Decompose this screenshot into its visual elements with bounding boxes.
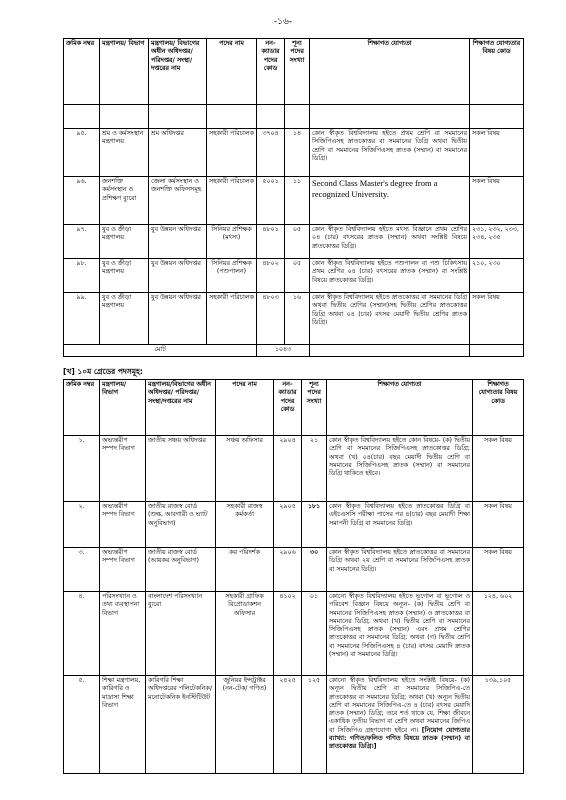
cell-post: সহকারী রাজস্ব কর্মকর্তা bbox=[216, 502, 274, 548]
cell-ministry: জনশক্তি কর্মসংস্থান ও প্রশিক্ষণ ব্যুরো bbox=[100, 177, 149, 225]
cell-post: সহকারী পরিচালক bbox=[207, 129, 257, 177]
cell-sl: ৪. bbox=[64, 592, 100, 676]
cell-code: ৪৮০১ bbox=[257, 225, 285, 259]
cell-subject-code: সকল বিষয় bbox=[473, 502, 524, 548]
cell-sl: ২. bbox=[64, 502, 100, 548]
table-row bbox=[64, 177, 524, 225]
qualification-text: কোনো স্বীকৃত বিশ্ববিদ্যালয় হইতে সংশ্লিষ্ট বিষয়ে- (ক) অন্যূন দ্বিতীয় শ্রেণি বা সমমানের সিজিপিএ-তে স্নাতকোত্তর বা সমমানের ডিগ্রি; অথবা (খ) অন্যূন দ্বিতীয় শ্রেণি বা সমমানের সিজিপিএ-তে ৪ (চার) বৎসর মেয়াদি স্নাতক (সম্মান) ডিগ্রি; তবে শর্ত থাকে যে, শিক্ষা জীবনে একাধিক তৃতীয় বিভাগ বা শ্রেণি অথবা সমমানের জিপিএ বা সিজিপিএ গ্রহণযোগ্য হইবে না। bbox=[329, 677, 470, 734]
cell-ministry: শ্রম ও কর্মসংস্থান মন্ত্রণালয় bbox=[100, 129, 149, 177]
cell-vacancy: ১২৫ bbox=[302, 676, 327, 774]
cell-qualification: কোন স্বীকৃত বিশ্ববিদ্যালয় হইতে স্নাতকোত্তর বা সমমানের ডিগ্রি অথবা দ্বিতীয় শ্রেণির (সম্মান)সহ দ্বিতীয় শ্রেণির স্নাতকোত্তর ডিগ্রি অথবা ০৪ (চার) বৎসর মেয়াদী দ্বিতীয় শ্রেণির স্নাতক ডিগ্রি। bbox=[310, 293, 470, 345]
total-row bbox=[64, 345, 524, 357]
cell-qualification: কোন স্বীকৃত বিশ্ববিদ্যালয় হইতে পশুপালন বা পশু চিকিৎসায় প্রথম শ্রেণির ০৪ (চার) বৎসরের স্নাতক (সম্মান) বা সংশ্লিষ্ট বিষয়ে স্নাতকোত্তর ডিগ্রি। bbox=[310, 259, 470, 293]
cell-sl: ৯৫. bbox=[64, 129, 100, 177]
header-dept: মন্ত্রণালয়/বিভাগের অধীন অধিদপ্তর/ পরিদপ্তর/ সংস্থা/দপ্তরের নাম bbox=[146, 380, 216, 436]
section-title: [খ] ১০ম গ্রেডের পদসমূহ: bbox=[63, 367, 143, 376]
cell-post: সিনিয়র প্রশিক্ষক (পশুপালন) bbox=[207, 259, 257, 293]
cell-post: সঞ্চয় অফিসার bbox=[216, 436, 274, 502]
cell-vacancy: ০৫ bbox=[285, 225, 310, 259]
cell-subject-code: ২১০, ২৩০ bbox=[470, 259, 524, 293]
cell-sl: ৯৯. bbox=[64, 293, 100, 345]
cell-post: জুনিয়র ইন্সট্রাক্টর (নন-টেক/ গণিত) bbox=[216, 676, 274, 774]
cell-sl: ৯৮. bbox=[64, 259, 100, 293]
cell-ministry: অভ্যন্তরীণ সম্পদ বিভাগ bbox=[100, 436, 146, 502]
header-sl: ক্রমিক নম্বর bbox=[64, 380, 100, 436]
header-ministry: মন্ত্রণালয়/ বিভাগ bbox=[100, 39, 149, 105]
cell-vacancy: ২১ bbox=[302, 436, 327, 502]
cell-subject-code: সকল বিষয় bbox=[470, 293, 524, 345]
table-row bbox=[64, 259, 524, 293]
header-subject-code: শিক্ষাগত যোগ্যতার বিষয় কোড bbox=[470, 39, 524, 105]
cell-code: ২৪২৫ bbox=[274, 676, 302, 774]
cell-qualification: Second Class Master's degree from a recognized University. bbox=[310, 177, 470, 225]
total-label: মোট bbox=[64, 345, 257, 357]
cell-qualification: কোন স্বীকৃত বিশ্ববিদ্যালয় হইতে প্রথম শ্রেণি বা সমমানের সিজিপিএসহ স্নাতকোত্তর বা সমমানের ডিগ্রি অথবা দ্বিতীয় শ্রেণি বা সমমানের সিজিপিএসহ স্নাতক (সম্মান) বা সমমানের ডিগ্রি। bbox=[310, 129, 470, 177]
cell-dept: শ্রম অধিদপ্তর bbox=[149, 129, 207, 177]
table-row bbox=[64, 676, 524, 774]
header-code: নন-ক্যাডার পদের কোড bbox=[274, 380, 302, 436]
table-header-row bbox=[64, 380, 524, 436]
cell-vacancy: ১৬ bbox=[285, 293, 310, 345]
cell-qualification: কোন স্বীকৃত বিশ্ববিদ্যালয় হইতে স্নাতকোত্তর ডিগ্রি বা এইচএসসি পরীক্ষা পাসের পর ৪(চার) বছর মেয়াদী শিক্ষা সমাপনী ডিগ্রি বা সমমানের ডিগ্রি। bbox=[327, 502, 473, 548]
cell-subject-code: ২৩১, ২৩২, ২৩৩, ২৩৪, ২৩৫ bbox=[470, 225, 524, 259]
cell-sl: ৩. bbox=[64, 548, 100, 592]
header-qualification: শিক্ষাগত যোগ্যতা bbox=[310, 39, 470, 105]
cell-code: ২৯০৪ bbox=[274, 436, 302, 502]
cell-ministry: শিক্ষা মন্ত্রণালয়, কারিগরি ও মাদ্রাসা শিক্ষা বিভাগ bbox=[100, 676, 146, 774]
cell-post: সহকারী পরিচালক bbox=[207, 177, 257, 225]
table-row bbox=[64, 502, 524, 548]
cell-post: কর পরিদর্শক bbox=[216, 548, 274, 592]
header-code: নন-ক্যাডার পদের কোড bbox=[257, 39, 285, 105]
cell-sl: ৯৭. bbox=[64, 225, 100, 259]
table-header-row bbox=[64, 39, 524, 105]
total-value: ১০৪৩ bbox=[257, 345, 310, 357]
cell-vacancy: ০১ bbox=[302, 592, 327, 676]
cell-code: ৩৭০৪ bbox=[257, 129, 285, 177]
cell-subject-code: সকল বিষয় bbox=[473, 548, 524, 592]
cell-code: ৪১০২ bbox=[274, 592, 302, 676]
cell-dept: জেলা কর্মসংস্থান ও জনশক্তি অফিসসমূহ bbox=[149, 177, 207, 225]
cell-subject-code: ১২৪, ৬০২ bbox=[473, 592, 524, 676]
table-row bbox=[64, 293, 524, 345]
cell-code: ৪৮০২ bbox=[257, 259, 285, 293]
cell-sl: ৯৬. bbox=[64, 177, 100, 225]
table-row bbox=[64, 436, 524, 502]
cell-post: সহকারী গ্রাফিক রিপ্রোডাকশন অফিসার bbox=[216, 592, 274, 676]
cell-subject-code: সকল বিষয় bbox=[470, 177, 524, 225]
cell-qualification: কোন স্বীকৃত বিশ্ববিদ্যালয় হইতে মৎস্য বিজ্ঞানে প্রথম শ্রেণির ০৪ (চার) বৎসরের স্নাতক (সম্মান) অথবা সংশ্লিষ্ট বিষয়ে স্নাতকোত্তর ডিগ্রি। bbox=[310, 225, 470, 259]
cell-vacancy: ৩০ bbox=[302, 548, 327, 592]
cell-ministry: যুব ও ক্রীড়া মন্ত্রণালয় bbox=[100, 259, 149, 293]
cell-code: ৫০০১ bbox=[257, 177, 285, 225]
cell-dept: যুব উন্নয়ন অধিদপ্তর bbox=[149, 259, 207, 293]
table-row bbox=[64, 225, 524, 259]
cell-code: ২৯০৬ bbox=[274, 548, 302, 592]
cell-subject-code: সকল বিষয় bbox=[473, 436, 524, 502]
spacer-row bbox=[64, 105, 524, 129]
cell-code: ৪৮০৩ bbox=[257, 293, 285, 345]
header-post: পদের নাম bbox=[216, 380, 274, 436]
header-dept: মন্ত্রণালয়/ বিভাগের অধীন অধিদপ্তর/ পরিদপ্তর/ সংস্থা/ দপ্তরের নাম bbox=[149, 39, 207, 105]
table-grade-9 bbox=[63, 38, 524, 357]
cell-dept: কারিগরি শিক্ষা অধিদপ্তরের পলিটেকনিক/মনোটেকনিক ইনস্টিটিউট bbox=[146, 676, 216, 774]
table-grade-10 bbox=[63, 379, 524, 774]
cell-ministry: যুব ও ক্রীড়া মন্ত্রণালয় bbox=[100, 293, 149, 345]
cell-post: সহকারী পরিচালক bbox=[207, 293, 257, 345]
cell-ministry: যুব ও ক্রীড়া মন্ত্রণালয় bbox=[100, 225, 149, 259]
cell-qualification: কোন স্বীকৃত বিশ্ববিদ্যালয় হইতে স্নাতকোত্তর বা সমমানের ডিগ্রি অথবা ২য় শ্রেণি বা সমমানের সিজিপিএসহ স্নাতক বা সমমানের ডিগ্রি। bbox=[327, 548, 473, 592]
page-number: -১৬- bbox=[273, 17, 293, 27]
cell-post: সিনিয়র প্রশিক্ষক (মৎস্য) bbox=[207, 225, 257, 259]
cell-ministry: পরিসংখ্যান ও তথ্য ব্যবস্থাপনা বিভাগ bbox=[100, 592, 146, 676]
cell-qualification: কোন স্বীকৃত বিশ্ববিদ্যালয় হইতে কোন বিষয়ে- (ক) দ্বিতীয় শ্রেণি বা সমমানের সিজিপিএসহ স্নাতকোত্তর ডিগ্রি; অথবা (খ) ০৪(চার) বছর মেয়াদী দ্বিতীয় শ্রেণি বা সমমানের সিজিপিএসহ স্নাতক (সম্মান) বা সমমানের ডিগ্রি থাকিতে হইবে। bbox=[327, 436, 473, 502]
table-row bbox=[64, 592, 524, 676]
cell-sl: ৫. bbox=[64, 676, 100, 774]
cell-dept: জাতীয় সঞ্চয় অধিদপ্তর bbox=[146, 436, 216, 502]
cell-dept: জাতীয় রাজস্ব বোর্ড (শুল্ক, আবগারী ও ভ্যাট অনুবিভাগ) bbox=[146, 502, 216, 548]
header-post: পদের নাম bbox=[207, 39, 257, 105]
cell-vacancy: ০৫ bbox=[285, 259, 310, 293]
header-ministry: মন্ত্রণালয়/ বিভাগ bbox=[100, 380, 146, 436]
cell-qualification bbox=[327, 676, 473, 774]
header-sl: ক্রমিক নম্বর bbox=[64, 39, 100, 105]
header-vacancy: শূন্য পদের সংখ্যা bbox=[285, 39, 310, 105]
cell-ministry: অভ্যন্তরীণ সম্পদ বিভাগ bbox=[100, 502, 146, 548]
cell-vacancy: ১৮১ bbox=[302, 502, 327, 548]
table-row bbox=[64, 548, 524, 592]
cell-vacancy: ১১ bbox=[285, 177, 310, 225]
table-row bbox=[64, 129, 524, 177]
cell-subject-code: ১৩৯,১০৫ bbox=[473, 676, 524, 774]
cell-dept: যুব উন্নয়ন অধিদপ্তর bbox=[149, 225, 207, 259]
header-vacancy: শূন্য পদের সংখ্যা bbox=[302, 380, 327, 436]
cell-subject-code: সকল বিষয় bbox=[470, 129, 524, 177]
cell-dept: জাতীয় রাজস্ব বোর্ড (আয়কর অনুবিভাগ) bbox=[146, 548, 216, 592]
qualification-note: [নিয়োগ যোগ্যতার ব্যাখ্যা: গণিত/ফলিত গণিত বিষয়ে স্নাতক (সম্মান) বা স্নাতকোত্তর ডিগ্রি।] bbox=[329, 726, 470, 751]
cell-dept: যুব উন্নয়ন অধিদপ্তর bbox=[149, 293, 207, 345]
cell-ministry: অভ্যন্তরীণ সম্পদ বিভাগ bbox=[100, 548, 146, 592]
cell-qualification: কোনো স্বীকৃত বিশ্ববিদ্যালয় হইতে ভূগোল বা ভূগোল ও পরিবেশ বিজ্ঞান বিষয়ে অন্যূন- (ক) দ্বিতীয় শ্রেণি বা সমমানের সিজিপিএসহ স্নাতক (সম্মান) ও স্নাতকোত্তর বা সমমানের ডিগ্রি; অথবা (খ) দ্বিতীয় শ্রেণি বা সমমানের সিজিপিএসহ স্নাতক (সম্মান) এবং প্রথম শ্রেণির স্নাতকোত্তর বা সমমানের ডিগ্রি; অথবা (গ) দ্বিতীয় শ্রেণি বা সমমানের সিজিপিএসহ ৪ (চার) বৎসর মেয়াদি স্নাতক (সম্মান) বা সমমানের ডিগ্রি। bbox=[327, 592, 473, 676]
cell-sl: ১. bbox=[64, 436, 100, 502]
header-qualification: শিক্ষাগত যোগ্যতা bbox=[327, 380, 473, 436]
cell-dept: বাংলাদেশ পরিসংখ্যান ব্যুরো bbox=[146, 592, 216, 676]
header-subject-code: শিক্ষাগত যোগ্যতার বিষয় কোড bbox=[473, 380, 524, 436]
cell-vacancy: ১৪ bbox=[285, 129, 310, 177]
cell-code: ২৯০৫ bbox=[274, 502, 302, 548]
